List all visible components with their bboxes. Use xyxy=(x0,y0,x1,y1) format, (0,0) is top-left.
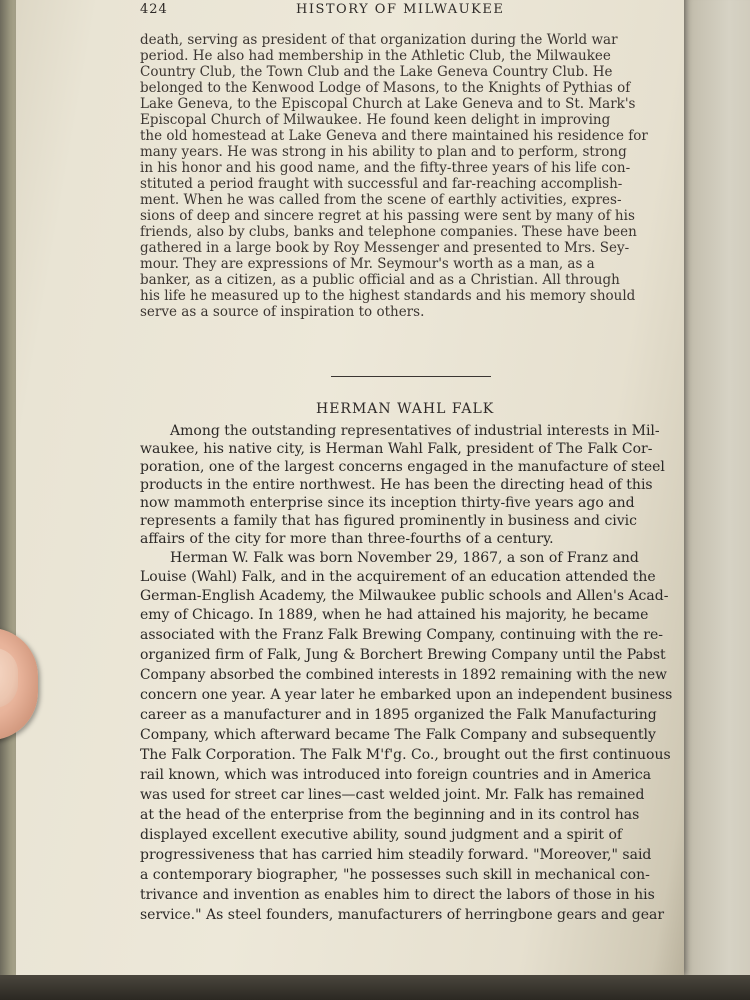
text-line: the old homestead at Lake Geneva and there maintained his residence for xyxy=(140,128,648,144)
text-line: sions of deep and sincere regret at his passing were sent by many of his xyxy=(140,208,635,224)
text-line: stituted a period fraught with successful and far-reaching accomplish- xyxy=(140,176,623,192)
text-line: Herman W. Falk was born November 29, 1867, a son of Franz and xyxy=(170,550,639,566)
text-line: friends, also by clubs, banks and telephone companies. These have been xyxy=(140,224,637,240)
text-line: organized firm of Falk, Jung & Borchert Brewing Company until the Pabst xyxy=(140,647,666,663)
text-line: concern one year. A year later he embarked upon an independent business xyxy=(140,687,673,703)
text-line: death, serving as president of that organization during the World war xyxy=(140,32,618,48)
text-line: Country Club, the Town Club and the Lake Geneva Country Club. He xyxy=(140,64,613,80)
text-line: at the head of the enterprise from the beginning and in its control has xyxy=(140,807,640,823)
text-line: was used for street car lines—cast welded joint. Mr. Falk has remained xyxy=(140,787,645,803)
text-line: now mammoth enterprise since its inception thirty-five years ago and xyxy=(140,495,635,511)
text-line: serve as a source of inspiration to others. xyxy=(140,304,425,320)
section-divider xyxy=(331,376,491,377)
text-line: belonged to the Kenwood Lodge of Masons, to the Knights of Pythias of xyxy=(140,80,631,96)
text-line: banker, as a citizen, as a public official and as a Christian. All through xyxy=(140,272,620,288)
text-line: Company, which afterward became The Falk Company and subsequently xyxy=(140,727,656,743)
text-line: a contemporary biographer, "he possesses such skill in mechanical con- xyxy=(140,867,650,883)
text-line: products in the entire northwest. He has been the directing head of this xyxy=(140,477,653,493)
text-line: represents a family that has figured prominently in business and civic xyxy=(140,513,637,529)
text-line: gathered in a large book by Roy Messenger and presented to Mrs. Sey- xyxy=(140,240,630,256)
page-number: 424 xyxy=(140,2,168,17)
text-line: The Falk Corporation. The Falk M'f'g. Co., brought out the first continuous xyxy=(140,747,671,763)
text-line: Lake Geneva, to the Episcopal Church at Lake Geneva and to St. Mark's xyxy=(140,96,636,112)
text-line: period. He also had membership in the Athletic Club, the Milwaukee xyxy=(140,48,611,64)
text-line: German-English Academy, the Milwaukee public schools and Allen's Acad- xyxy=(140,588,669,604)
text-line: progressiveness that has carried him steadily forward. "Moreover," said xyxy=(140,847,652,863)
text-line: Among the outstanding representatives of industrial interests in Mil- xyxy=(170,423,660,439)
table-shadow xyxy=(0,975,750,1000)
section-title: HERMAN WAHL FALK xyxy=(316,401,495,417)
text-line: many years. He was strong in his ability to plan and to perform, strong xyxy=(140,144,627,160)
text-line: career as a manufacturer and in 1895 organized the Falk Manufacturing xyxy=(140,707,657,723)
text-line: associated with the Franz Falk Brewing Company, continuing with the re- xyxy=(140,627,663,643)
text-line: ment. When he was called from the scene of earthly activities, expres- xyxy=(140,192,622,208)
text-line: affairs of the city for more than three-fourths of a century. xyxy=(140,531,554,547)
text-line: emy of Chicago. In 1889, when he had attained his majority, he became xyxy=(140,607,649,623)
text-line: in his honor and his good name, and the fifty-three years of his life con- xyxy=(140,160,631,176)
text-line: displayed excellent executive ability, sound judgment and a spirit of xyxy=(140,827,623,843)
text-line: poration, one of the largest concerns engaged in the manufacture of steel xyxy=(140,459,665,475)
book-page xyxy=(16,0,684,975)
running-head: HISTORY OF MILWAUKEE xyxy=(296,2,505,17)
text-line: service." As steel founders, manufacturers of herringbone gears and gear xyxy=(140,907,665,923)
text-line: waukee, his native city, is Herman Wahl Falk, president of The Falk Cor- xyxy=(140,441,653,457)
text-line: rail known, which was introduced into foreign countries and in America xyxy=(140,767,652,783)
text-line: his life he measured up to the highest standards and his memory should xyxy=(140,288,636,304)
page-header xyxy=(136,0,684,22)
text-line: trivance and invention as enables him to direct the labors of those in his xyxy=(140,887,655,903)
text-line: mour. They are expressions of Mr. Seymour's worth as a man, as a xyxy=(140,256,595,272)
text-line: Louise (Wahl) Falk, and in the acquirement of an education attended the xyxy=(140,569,656,585)
text-line: Company absorbed the combined interests in 1892 remaining with the new xyxy=(140,667,667,683)
text-line: Episcopal Church of Milwaukee. He found keen delight in improving xyxy=(140,112,611,128)
facing-page-edge xyxy=(675,0,750,1000)
